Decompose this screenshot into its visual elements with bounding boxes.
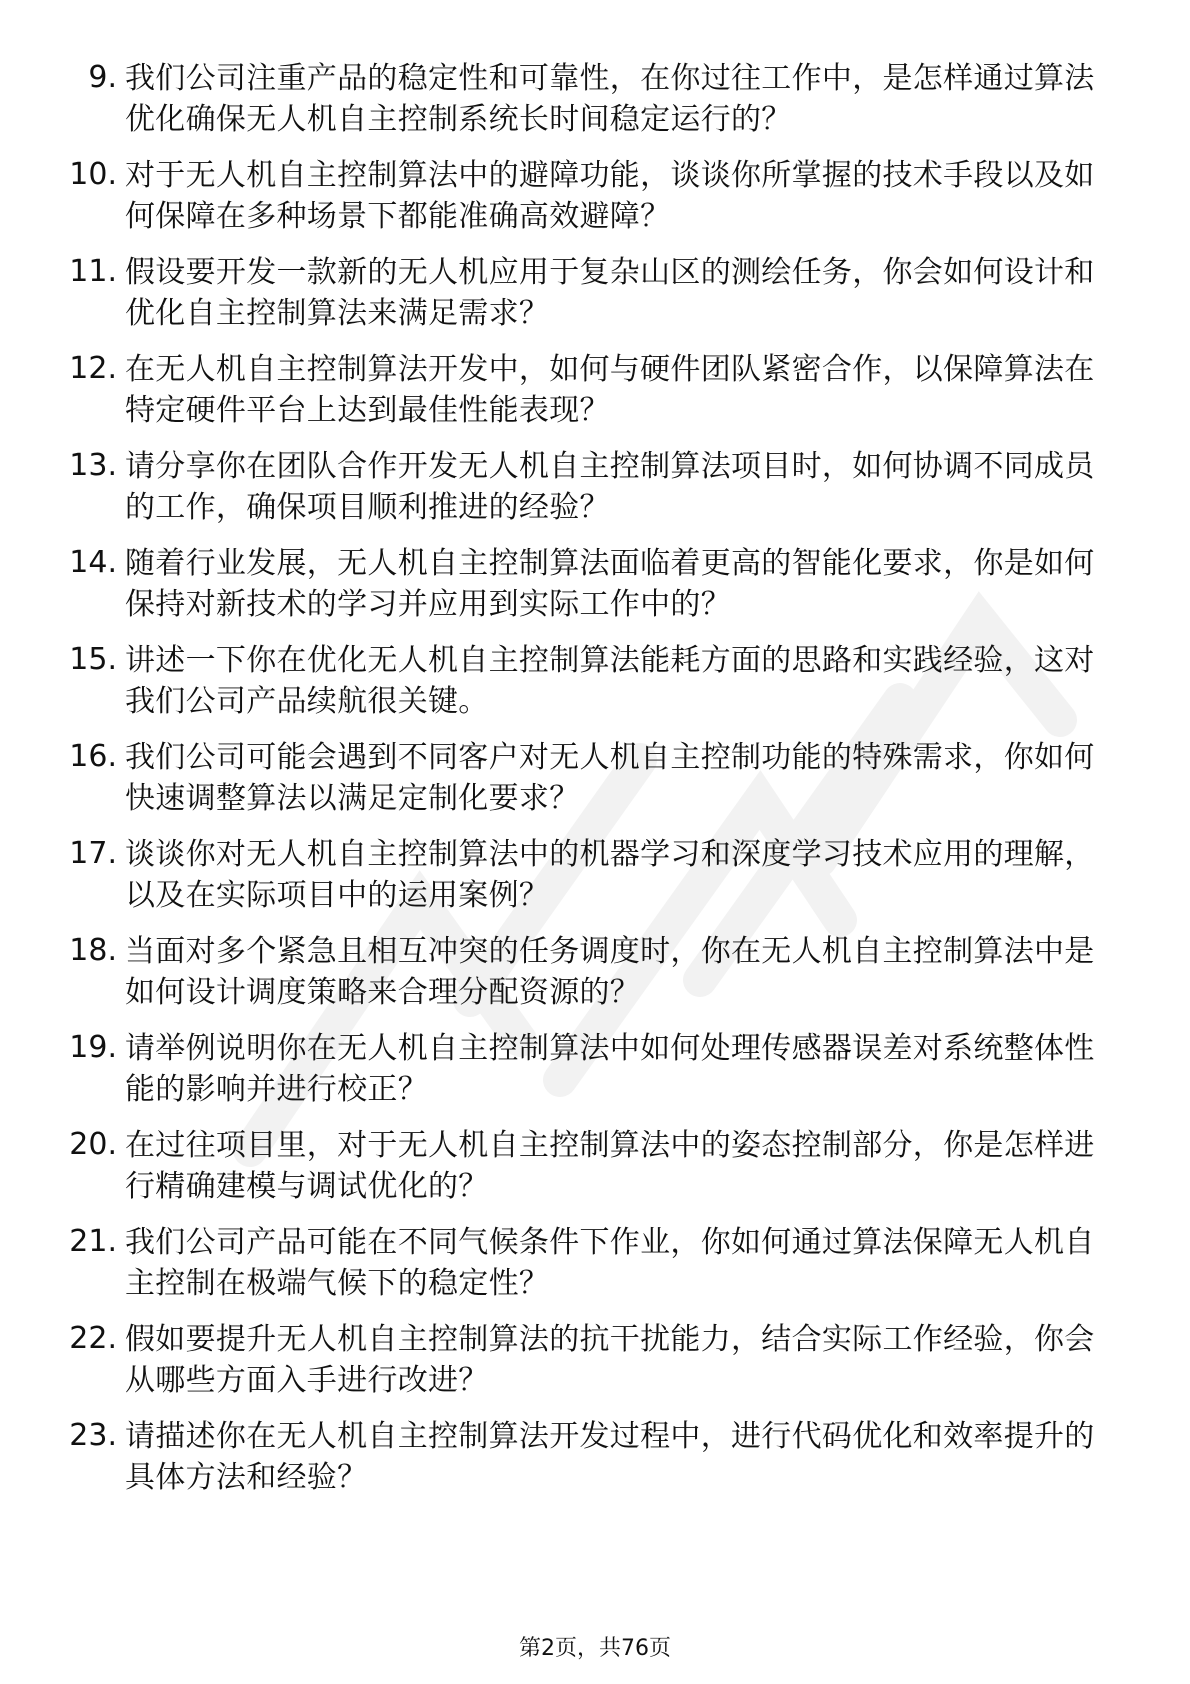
question-item: [0, 1214, 1190, 1311]
question-text: 对于无人机自主控制算法中的避障功能，谈谈你所掌握的技术手段以及如何保障在多种场景下都能准确高效避障？: [125, 158, 1095, 234]
question-number: 9.: [88, 60, 117, 95]
question-item: [0, 1117, 1190, 1214]
question-item: [0, 632, 1190, 729]
question-text: 讲述一下你在优化无人机自主控制算法能耗方面的思路和实践经验，这对我们公司产品续航很关键。: [125, 643, 1095, 719]
question-number: 10.: [69, 157, 117, 192]
question-item: [0, 923, 1190, 1020]
question-item: [0, 341, 1190, 438]
question-item: [0, 826, 1190, 923]
question-number: 23.: [69, 1418, 117, 1453]
question-text: 假设要开发一款新的无人机应用于复杂山区的测绘任务，你会如何设计和优化自主控制算法来满足需求？: [125, 255, 1095, 331]
question-number: 22.: [69, 1321, 117, 1356]
question-number: 18.: [69, 933, 117, 968]
question-number: 19.: [69, 1030, 117, 1065]
page-number: 第2页，共76页: [519, 1636, 671, 1661]
question-item: [0, 1408, 1190, 1505]
question-text: 在过往项目里，对于无人机自主控制算法中的姿态控制部分，你是怎样进行精确建模与调试优化的？: [125, 1128, 1095, 1204]
question-text: 我们公司注重产品的稳定性和可靠性，在你过往工作中，是怎样通过算法优化确保无人机自主控制系统长时间稳定运行的？: [125, 61, 1095, 137]
question-number: 17.: [69, 836, 117, 871]
question-item: [0, 535, 1190, 632]
question-text: 请举例说明你在无人机自主控制算法中如何处理传感器误差对系统整体性能的影响并进行校正？: [125, 1031, 1095, 1107]
question-item: [0, 147, 1190, 244]
question-number: 11.: [69, 254, 117, 289]
question-text: 我们公司可能会遇到不同客户对无人机自主控制功能的特殊需求，你如何快速调整算法以满足定制化要求？: [125, 740, 1095, 816]
question-item: [0, 1020, 1190, 1117]
question-number: 12.: [69, 351, 117, 386]
question-number: 15.: [69, 642, 117, 677]
question-text: 请分享你在团队合作开发无人机自主控制算法项目时，如何协调不同成员的工作，确保项目顺利推进的经验？: [125, 449, 1095, 525]
question-text: 假如要提升无人机自主控制算法的抗干扰能力，结合实际工作经验，你会从哪些方面入手进行改进？: [125, 1322, 1095, 1398]
question-text: 在无人机自主控制算法开发中，如何与硬件团队紧密合作，以保障算法在特定硬件平台上达到最佳性能表现？: [125, 352, 1095, 428]
question-item: [0, 729, 1190, 826]
question-number: 20.: [69, 1127, 117, 1162]
question-number: 14.: [69, 545, 117, 580]
question-text: 请描述你在无人机自主控制算法开发过程中，进行代码优化和效率提升的具体方法和经验？: [125, 1419, 1095, 1495]
question-item: [0, 438, 1190, 535]
question-text: 我们公司产品可能在不同气候条件下作业，你如何通过算法保障无人机自主控制在极端气候下的稳定性？: [125, 1225, 1095, 1301]
question-number: 21.: [69, 1224, 117, 1259]
question-text: 随着行业发展，无人机自主控制算法面临着更高的智能化要求，你是如何保持对新技术的学习并应用到实际工作中的？: [125, 546, 1095, 622]
question-number: 16.: [69, 739, 117, 774]
question-item: [0, 244, 1190, 341]
question-item: [0, 1311, 1190, 1408]
question-list: [0, 50, 1190, 1505]
question-text: 谈谈你对无人机自主控制算法中的机器学习和深度学习技术应用的理解，以及在实际项目中的运用案例？: [125, 837, 1095, 913]
question-text: 当面对多个紧急且相互冲突的任务调度时，你在无人机自主控制算法中是如何设计调度策略来合理分配资源的？: [125, 934, 1095, 1010]
question-number: 13.: [69, 448, 117, 483]
question-item: [0, 50, 1190, 147]
